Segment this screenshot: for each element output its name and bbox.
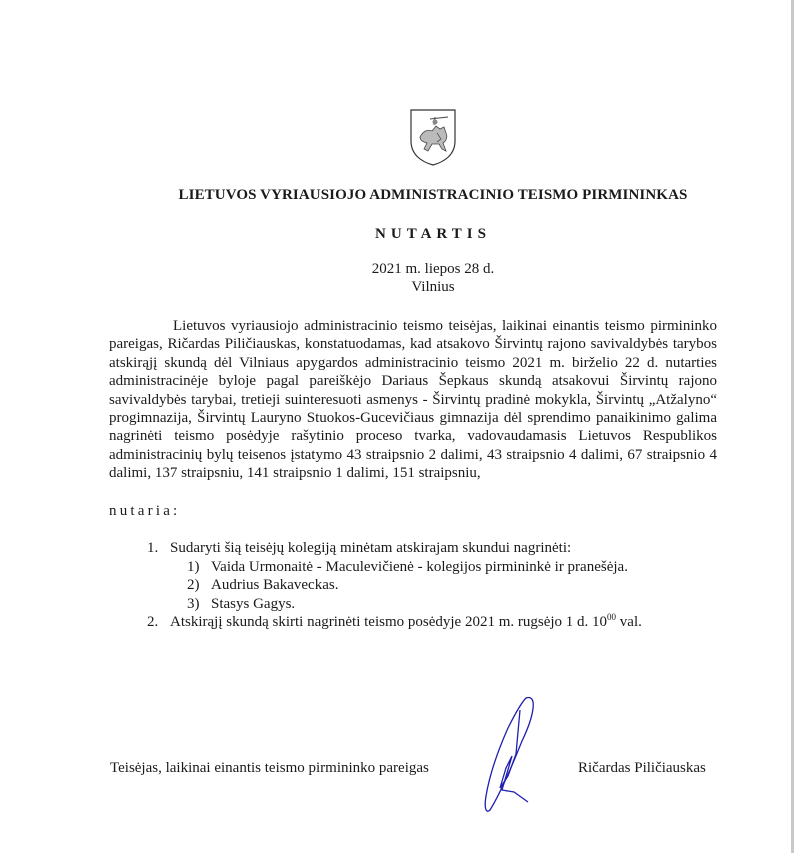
subitem-number: 2)	[187, 577, 200, 594]
court-name: LIETUVOS VYRIAUSIOJO ADMINISTRACINIO TEISMO PIRMININKAS	[178, 187, 688, 203]
time-superscript: 00	[607, 612, 617, 623]
subitem-text: Audrius Bakaveckas.	[211, 577, 339, 594]
body-paragraph: Lietuvos vyriausiojo administracinio teismo teisėjas, laikinai einantis teismo pirmininko pareigas, Ričardas Piličiauskas, konstatuodamas, kad atsakovo Širvintų rajono savivaldybės tarybos atskirąjį skundą dėl Vilniaus apygardos administracinio teismo 2021 m. birželio 22 d. nutarties administracinėje byloje pagal pareiškėjo Dariaus Šepkaus skundą atsakovui Širvintų rajono savivaldybės tarybai, tretieji suinteresuoti asmenys - Širvintų pradinė mokykla, Širvintų „Atžalyno“ progimnazija, Širvintų Lauryno Stuokos-Gucevičiaus gimnazija dėl sprendimo panaikinimo galima nagrinėti teismo posėdyje rašytinio proceso tvarka, vadovaudamasis Lietuvos Respublikos administracinių bylų teisenos įstatymo 43 straipsnio 2 dalimi, 43 straipsnio 4 dalimi, 67 straipsnio 4 dalimi, 137 straipsniu, 141 straipsnio 1 dalimi, 151 straipsniu,	[109, 318, 717, 482]
subitem-number: 3)	[187, 595, 200, 612]
document-type: NUTARTIS	[375, 226, 491, 242]
document-date: 2021 m. liepos 28 d.	[371, 261, 495, 277]
subitem-text: Vaida Urmonaitė - Maculevičienė - kolegijos pirmininkė ir pranešėja.	[211, 558, 628, 575]
ruling-label: nutaria:	[109, 503, 181, 519]
ruling-subitem	[147, 558, 642, 577]
ruling-subitem	[147, 595, 642, 614]
subitem-text: Stasys Gagys.	[211, 595, 296, 612]
lithuania-coat-of-arms-icon	[408, 107, 458, 167]
item-number: 2.	[147, 614, 159, 631]
handwritten-signature-icon	[478, 696, 548, 814]
item-text-main: Atskirąjį skundą skirti nagrinėti teismo posėdyje 2021 m. rugsėjo 1 d. 10	[170, 614, 608, 631]
signatory-name: Ričardas Piličiauskas	[578, 760, 706, 776]
ruling-subitem	[147, 576, 642, 595]
item-number: 1.	[147, 540, 159, 556]
document-city: Vilnius	[411, 279, 455, 295]
signatory-role: Teisėjas, laikinai einantis teismo pirmininko pareigas	[110, 760, 429, 776]
subitem-number: 1)	[187, 558, 200, 575]
item-text	[170, 613, 642, 632]
ruling-item	[147, 613, 642, 632]
ruling-item	[147, 539, 642, 558]
ruling-list	[147, 539, 642, 632]
item-text: Sudaryti šią teisėjų kolegiją minėtam atskirajam skundui nagrinėti:	[170, 540, 572, 556]
item-text-suffix: val.	[616, 614, 642, 631]
